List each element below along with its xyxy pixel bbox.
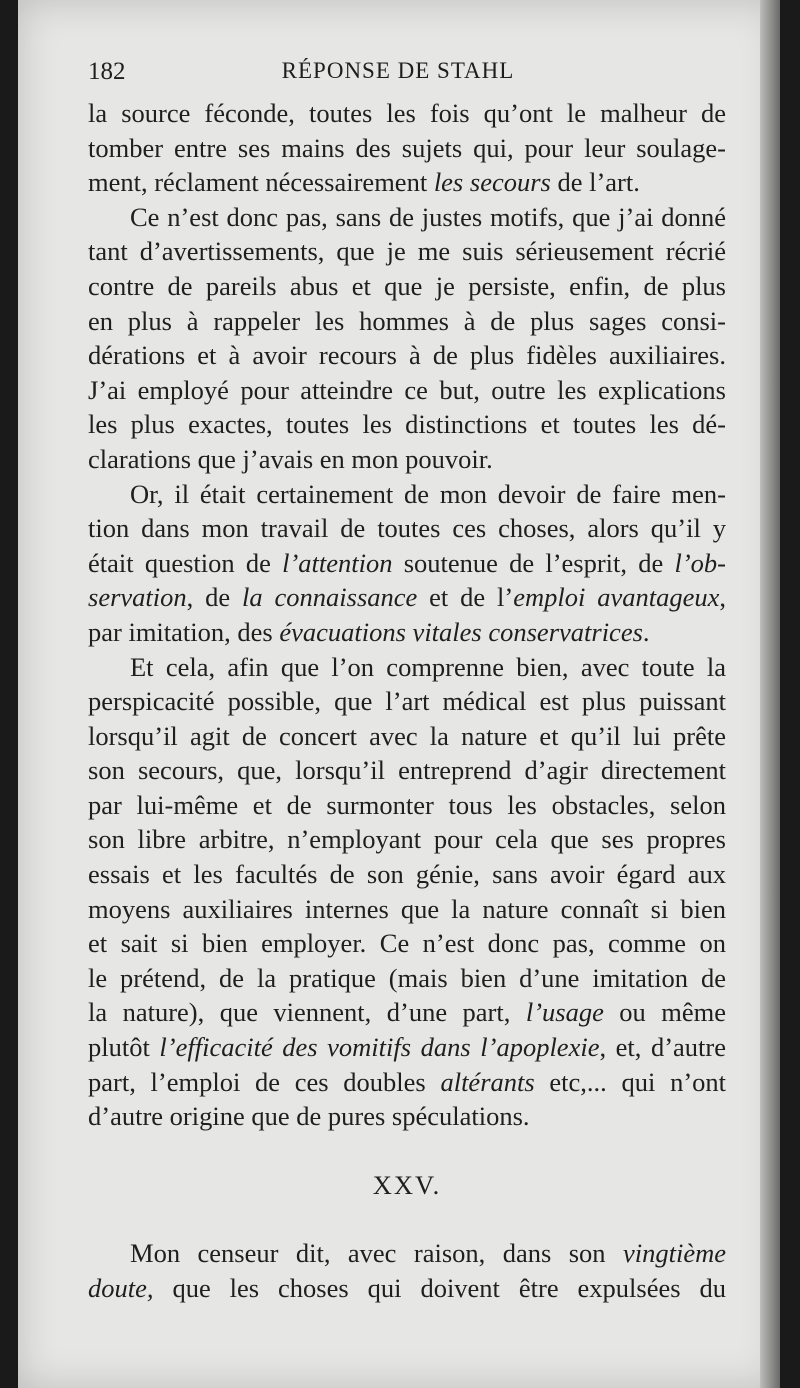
text-span: de l’art. [550, 167, 640, 198]
text-line [88, 961, 726, 996]
text-line [88, 96, 726, 131]
text-span: Mon censeur dit, avec raison, dans son [130, 1238, 623, 1269]
text-span: en plus à rappeler les hommes à de plus sages consi- [88, 305, 726, 336]
italic-span: doute, [88, 1273, 154, 1303]
text-line [88, 580, 726, 615]
italic-span: emploi avantageux [513, 582, 720, 613]
text-line [88, 857, 726, 892]
text-span: , [719, 582, 727, 613]
page-header [88, 58, 708, 98]
italic-span: les secours [433, 167, 551, 198]
text-line [88, 165, 726, 200]
text-line [88, 1271, 726, 1306]
book-page [18, 0, 780, 1388]
text-line [88, 1236, 726, 1271]
text-span: perspicacité possible, que l’art médical est plus puissant [88, 686, 726, 717]
text-line [88, 511, 726, 546]
text-span: Et cela, afin que l’on comprenne bien, avec toute la [130, 651, 726, 682]
text-line [88, 200, 726, 235]
text-line [88, 822, 726, 857]
text-line [88, 753, 726, 788]
text-span: la source féconde, toutes les fois qu’ont le malheur de [88, 98, 726, 128]
italic-span: l’attention [282, 547, 393, 578]
text-line [88, 373, 726, 408]
text-line [88, 684, 726, 719]
text-line [88, 269, 726, 304]
text-span: , de [186, 582, 243, 613]
italic-span: l’ob- [674, 547, 726, 578]
text-span: le prétend, de la pratique (mais bien d’une imitation de [88, 962, 726, 993]
text-span: la nature), que viennent, d’une part, [88, 997, 526, 1028]
text-span: etc,... qui n’ont [534, 1066, 727, 1097]
text-span: plutôt [88, 1032, 160, 1063]
text-span: tion dans mon travail de toutes ces choses, alors qu’il y [88, 513, 726, 544]
text-line [88, 926, 726, 961]
running-head: RÉPONSE DE STAHL [281, 58, 515, 83]
line-spacer [88, 1202, 726, 1236]
text-span: J’ai employé pour atteindre ce but, outre les explications [88, 374, 726, 405]
line-spacer [88, 1134, 726, 1168]
text-span: les plus exactes, toutes les distinctions et toutes les dé- [88, 409, 726, 440]
text-line [88, 615, 726, 650]
text-line [88, 131, 726, 166]
text-span: ment, réclament nécessairement [88, 167, 434, 198]
text-line [88, 650, 726, 685]
text-span: Ce n’est donc pas, sans de justes motifs, que j’ai donné [130, 201, 726, 232]
text-span: . [642, 616, 650, 647]
text-span: d’autre origine que de pures spéculations. [88, 1101, 530, 1132]
body-text [88, 96, 726, 1306]
text-line [88, 442, 726, 477]
text-line [88, 1065, 726, 1100]
page-spine-shadow [760, 0, 780, 1388]
text-span: était question de [88, 547, 283, 578]
text-line [88, 304, 726, 339]
text-span: tant d’avertissements, que je me suis sérieusement récrié [88, 236, 726, 267]
text-span: tomber entre ses mains des sujets qui, pour leur soulage- [88, 132, 726, 163]
italic-span: vingtième [622, 1238, 726, 1269]
text-line [88, 1099, 726, 1134]
italic-span: la connaissance [242, 582, 418, 613]
italic-span: évacuations vitales conservatrices [279, 616, 643, 647]
text-span: et sait si bien employer. Ce n’est donc pas, comme on [88, 928, 726, 959]
text-span: son libre arbitre, n’employant pour cela que ses propres [88, 824, 726, 855]
text-line [88, 477, 726, 512]
text-line [88, 719, 726, 754]
text-span: lorsqu’il agit de concert avec la nature et qu’il lui prête [88, 720, 726, 751]
section-heading [88, 1168, 726, 1203]
text-span: par lui-même et de surmonter tous les obstacles, selon [88, 789, 726, 820]
text-span: , et, d’autre [599, 1032, 726, 1063]
text-span: Or, il était certainement de mon devoir de faire men- [130, 478, 726, 509]
text-line [88, 892, 726, 927]
text-line [88, 234, 726, 269]
text-line [88, 995, 726, 1030]
text-line [88, 788, 726, 823]
text-line [88, 546, 726, 581]
italic-span: altérants [440, 1066, 535, 1097]
page-number: 182 [88, 58, 126, 85]
text-span: essais et les facultés de son génie, sans avoir égard aux [88, 859, 726, 890]
italic-span: servation [88, 582, 187, 613]
text-span: ou même [603, 997, 727, 1028]
italic-span: l’usage [525, 997, 604, 1028]
text-line [88, 338, 726, 373]
text-span: dérations et à avoir recours à de plus fidèles auxiliaires. [88, 340, 726, 371]
text-span: XXV. [372, 1169, 442, 1200]
text-line [88, 1030, 726, 1065]
italic-span: l’efficacité des vomitifs dans l’apoplexie [159, 1032, 600, 1063]
text-span: clarations que j’avais en mon pouvoir. [88, 443, 493, 474]
text-line [88, 407, 726, 442]
text-span: son secours, que, lorsqu’il entreprend d’agir directement [88, 755, 726, 786]
text-span: contre de pareils abus et que je persiste, enfin, de plus [88, 270, 726, 301]
text-span: et de l’ [417, 582, 514, 613]
text-span: soutenue de l’esprit, de [392, 547, 675, 578]
text-span: que les choses qui doivent être expulsées du [153, 1273, 726, 1303]
text-span: part, l’emploi de ces doubles [88, 1066, 441, 1097]
text-span: moyens auxiliaires internes que la nature connaît si bien [88, 893, 726, 924]
text-span: par imitation, des [88, 616, 280, 647]
